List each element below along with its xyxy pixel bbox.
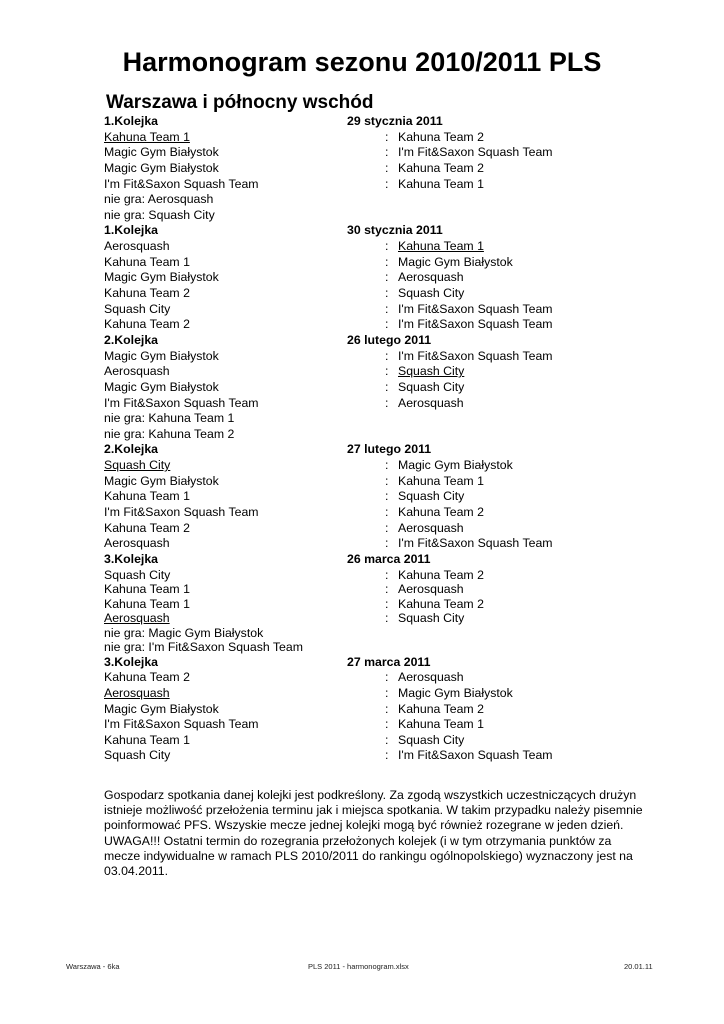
home-team: Squash City xyxy=(104,301,171,316)
away-team: I'm Fit&Saxon Squash Team xyxy=(398,317,553,332)
match-separator: : xyxy=(385,473,389,488)
match-separator: : xyxy=(385,160,389,175)
match-separator: : xyxy=(385,582,389,597)
match-separator: : xyxy=(385,505,389,520)
round-header xyxy=(104,114,604,130)
away-team: Squash City xyxy=(398,732,465,747)
match-separator: : xyxy=(385,364,389,379)
away-team: I'm Fit&Saxon Squash Team xyxy=(398,536,553,551)
match-row xyxy=(104,717,604,733)
match-separator: : xyxy=(385,596,389,611)
match-row xyxy=(104,582,604,597)
match-separator: : xyxy=(385,732,389,747)
match-separator: : xyxy=(385,254,389,269)
round-date: 27 marca 2011 xyxy=(347,654,431,669)
bye-team: nie gra: Kahuna Team 1 xyxy=(104,411,235,426)
home-team: Kahuna Team 2 xyxy=(104,520,190,535)
away-team: I'm Fit&Saxon Squash Team xyxy=(398,748,553,763)
match-separator: : xyxy=(385,286,389,301)
match-row xyxy=(104,597,604,612)
match-row xyxy=(104,505,604,521)
home-team: Magic Gym Białystok xyxy=(104,701,219,716)
home-team: Kahuna Team 1 xyxy=(104,596,190,611)
match-row xyxy=(104,670,604,686)
match-row xyxy=(104,255,604,271)
home-team: Squash City xyxy=(104,567,171,582)
match-row xyxy=(104,489,604,505)
match-row xyxy=(104,521,604,537)
schedule xyxy=(104,114,604,764)
home-team: I'm Fit&Saxon Squash Team xyxy=(104,395,259,410)
match-row xyxy=(104,161,604,177)
match-separator: : xyxy=(385,670,389,685)
away-team: Magic Gym Białystok xyxy=(398,685,513,700)
bye-team: nie gra: Squash City xyxy=(104,207,215,222)
match-separator: : xyxy=(385,520,389,535)
home-team: Magic Gym Białystok xyxy=(104,473,219,488)
match-row xyxy=(104,536,604,552)
round-date: 27 lutego 2011 xyxy=(347,442,432,457)
home-team: Aerosquash xyxy=(104,364,170,379)
match-separator: : xyxy=(385,301,389,316)
home-team: Squash City xyxy=(104,458,171,473)
round-label: 2.Kolejka xyxy=(104,442,158,457)
home-team: Magic Gym Białystok xyxy=(104,160,219,175)
region-subtitle: Warszawa i północny wschód xyxy=(106,92,374,113)
home-team: Kahuna Team 1 xyxy=(104,129,190,144)
away-team: Kahuna Team 1 xyxy=(398,717,484,732)
round-date: 26 marca 2011 xyxy=(347,551,431,566)
round-date: 29 stycznia 2011 xyxy=(347,114,443,128)
away-team: Kahuna Team 1 xyxy=(398,176,484,191)
round-label: 2.Kolejka xyxy=(104,332,158,347)
bye-team: nie gra: Kahuna Team 2 xyxy=(104,426,235,441)
match-separator: : xyxy=(385,129,389,144)
home-team: Kahuna Team 1 xyxy=(104,732,190,747)
home-team: Aerosquash xyxy=(104,239,170,254)
match-separator: : xyxy=(385,145,389,160)
home-team: Aerosquash xyxy=(104,685,170,700)
home-team: Kahuna Team 2 xyxy=(104,286,190,301)
home-team: I'm Fit&Saxon Squash Team xyxy=(104,505,259,520)
away-team: Aerosquash xyxy=(398,670,464,685)
away-team: Squash City xyxy=(398,489,465,504)
match-row xyxy=(104,302,604,318)
footer-center: PLS 2011 - harmonogram.xlsx xyxy=(308,962,409,971)
match-row xyxy=(104,349,604,365)
bye-row xyxy=(104,427,604,443)
match-separator: : xyxy=(385,270,389,285)
match-separator: : xyxy=(385,536,389,551)
home-team: Kahuna Team 2 xyxy=(104,670,190,685)
match-separator: : xyxy=(385,239,389,254)
match-row xyxy=(104,286,604,302)
match-separator: : xyxy=(385,176,389,191)
match-row xyxy=(104,145,604,161)
match-separator: : xyxy=(385,458,389,473)
round-header xyxy=(104,552,604,568)
match-row xyxy=(104,364,604,380)
footer-left: Warszawa - 6ka xyxy=(66,962,120,971)
match-row xyxy=(104,380,604,396)
away-team: Squash City xyxy=(398,611,465,626)
away-team: Kahuna Team 1 xyxy=(398,239,484,254)
away-team: Magic Gym Białystok xyxy=(398,254,513,269)
match-row xyxy=(104,458,604,474)
home-team: Kahuna Team 2 xyxy=(104,317,190,332)
away-team: Kahuna Team 2 xyxy=(398,596,484,611)
away-team: Kahuna Team 2 xyxy=(398,567,484,582)
away-team: Aerosquash xyxy=(398,270,464,285)
away-team: Kahuna Team 2 xyxy=(398,160,484,175)
match-separator: : xyxy=(385,685,389,700)
away-team: Kahuna Team 2 xyxy=(398,505,484,520)
match-row xyxy=(104,270,604,286)
home-team: Kahuna Team 1 xyxy=(104,582,190,597)
match-separator: : xyxy=(385,748,389,763)
match-separator: : xyxy=(385,567,389,582)
bye-row xyxy=(104,208,604,224)
match-separator: : xyxy=(385,379,389,394)
away-team: Aerosquash xyxy=(398,395,464,410)
round-label: 3.Kolejka xyxy=(104,654,158,669)
away-team: Kahuna Team 2 xyxy=(398,701,484,716)
host-note: Gospodarz spotkania danej kolejki jest podkreślony. Za zgodą wszystkich uczestniczących drużyn istnieje możliwość przełożenia terminu jak i miejsca spotkania. W takim przypadku należy pisemnie poinformować PFS. Wszyskie mecze jednej kolejki mogą być również rozegrane w jeden dzień. UWAGA!!! Ostatni termin do rozegrania przełożonych kolejek (i w tym otrzymania punktów za mecze indywidualne w ramach PLS 2010/2011 do rankingu ogólnopolskiego) wyznaczony jest na 03.04.2011. xyxy=(104,788,643,879)
home-team: Magic Gym Białystok xyxy=(104,270,219,285)
home-team: Magic Gym Białystok xyxy=(104,379,219,394)
bye-row xyxy=(104,640,604,655)
round-label: 3.Kolejka xyxy=(104,551,158,566)
match-row xyxy=(104,317,604,333)
match-row xyxy=(104,568,604,583)
match-row xyxy=(104,396,604,412)
round-header xyxy=(104,655,604,671)
home-team: Magic Gym Białystok xyxy=(104,348,219,363)
match-row xyxy=(104,239,604,255)
round-label: 1.Kolejka xyxy=(104,223,158,238)
round-header xyxy=(104,223,604,239)
match-row xyxy=(104,177,604,193)
bye-team: nie gra: Magic Gym Białystok xyxy=(104,625,264,640)
round-date: 26 lutego 2011 xyxy=(347,332,432,347)
home-team: Aerosquash xyxy=(104,536,170,551)
match-separator: : xyxy=(385,489,389,504)
round-label: 1.Kolejka xyxy=(104,114,158,128)
bye-row xyxy=(104,192,604,208)
away-team: I'm Fit&Saxon Squash Team xyxy=(398,348,553,363)
match-separator: : xyxy=(385,317,389,332)
home-team: Magic Gym Białystok xyxy=(104,145,219,160)
away-team: Kahuna Team 1 xyxy=(398,473,484,488)
away-team: Magic Gym Białystok xyxy=(398,458,513,473)
match-row xyxy=(104,702,604,718)
match-separator: : xyxy=(385,701,389,716)
away-team: Aerosquash xyxy=(398,520,464,535)
home-team: Aerosquash xyxy=(104,611,170,626)
away-team: Squash City xyxy=(398,364,465,379)
match-row xyxy=(104,686,604,702)
bye-team: nie gra: I'm Fit&Saxon Squash Team xyxy=(104,640,303,655)
bye-row xyxy=(104,411,604,427)
home-team: Squash City xyxy=(104,748,171,763)
round-header xyxy=(104,442,604,458)
away-team: Squash City xyxy=(398,286,465,301)
page-title: Harmonogram sezonu 2010/2011 PLS xyxy=(122,47,602,77)
footer-right: 20.01.11 xyxy=(624,962,653,971)
round-date: 30 stycznia 2011 xyxy=(347,223,443,238)
match-separator: : xyxy=(385,348,389,363)
match-row xyxy=(104,733,604,749)
away-team: I'm Fit&Saxon Squash Team xyxy=(398,145,553,160)
match-row xyxy=(104,474,604,490)
match-row xyxy=(104,130,604,146)
match-separator: : xyxy=(385,611,389,626)
home-team: Kahuna Team 1 xyxy=(104,489,190,504)
match-row xyxy=(104,611,604,626)
home-team: I'm Fit&Saxon Squash Team xyxy=(104,176,259,191)
round-header xyxy=(104,333,604,349)
away-team: I'm Fit&Saxon Squash Team xyxy=(398,301,553,316)
home-team: Kahuna Team 1 xyxy=(104,254,190,269)
home-team: I'm Fit&Saxon Squash Team xyxy=(104,717,259,732)
away-team: Kahuna Team 2 xyxy=(398,129,484,144)
bye-row xyxy=(104,626,604,641)
away-team: Aerosquash xyxy=(398,582,464,597)
bye-team: nie gra: Aerosquash xyxy=(104,192,214,207)
match-row xyxy=(104,748,604,764)
match-separator: : xyxy=(385,395,389,410)
match-separator: : xyxy=(385,717,389,732)
away-team: Squash City xyxy=(398,379,465,394)
